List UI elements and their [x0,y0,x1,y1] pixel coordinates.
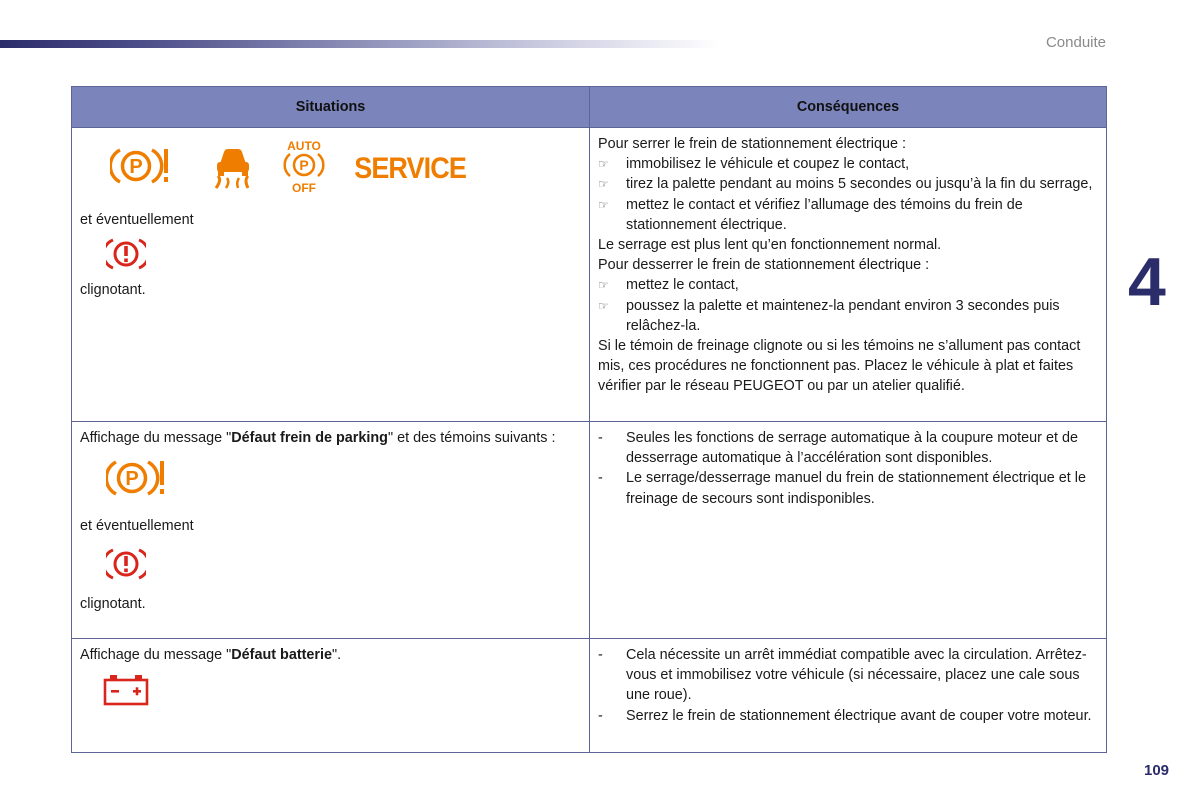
svg-text:P: P [125,468,139,491]
warning-icons-row [110,138,581,200]
pointing-hand-icon: ☞ [598,298,609,313]
release-intro: Pour desserrer le frein de stationnement électrique : [598,257,930,274]
auto-p-off-icon [282,138,326,200]
svg-text:OFF: OFF [292,180,316,194]
apply-steps-list [598,154,1098,235]
situations-table [71,86,1107,753]
message-line: Affichage du message "Défaut batterie". [80,647,342,663]
parking-brake-warning-icon [106,456,581,502]
table-row [72,128,1107,422]
pointing-hand-icon: ☞ [598,157,609,172]
header-consequences: Conséquences [590,87,1107,128]
parking-brake-warning-icon [110,144,172,194]
chapter-number: 4 [1128,244,1166,320]
release-steps-list [598,275,1098,336]
header-gradient-bar [0,40,720,48]
pointing-hand-icon: ☞ [598,197,609,212]
page-number: 109 [1144,762,1170,779]
consequences-cell [590,639,1107,753]
table-header-row [72,87,1107,128]
section-title: Conduite [1045,34,1106,51]
consequences-cell [590,422,1107,639]
pointing-hand-icon: ☞ [598,278,609,293]
service-indicator: SERVICE [354,151,466,185]
slower-note: Le serrage est plus lent qu’en fonctionnement normal. [598,237,942,254]
svg-text:AUTO: AUTO [287,138,321,153]
blinking-text: clignotant. [80,596,146,613]
situation-cell [72,128,590,422]
table-row [72,639,1107,753]
apply-intro: Pour serrer le frein de stationnement électrique : [598,136,906,152]
list-item: - Serrez le frein de stationnement électrique avant de couper votre moteur. [598,707,1092,724]
traction-control-skid-icon [210,142,254,196]
pointing-hand-icon: ☞ [598,177,609,192]
brake-alert-icon [106,546,581,584]
warning-note: Si le témoin de freinage clignote ou si les témoins ne s’allument pas contact mis, ces procédures ne fonctionnent pas. Placez le véhicule à plat et faites vérifier par le réseau PEUGEOT ou par un atelier qualifié. [598,338,1081,395]
list-item: - Seules les fonctions de serrage automatique à la coupure moteur et de desserrage automatique à l’accélération sont disponibles. [598,430,1078,467]
list-item: ☞ mettez le contact, [598,275,1098,295]
message-line: Affichage du message "Défaut frein de parking" et des témoins suivants : [80,430,556,446]
list-item: - Cela nécessite un arrêt immédiat compatible avec la circulation. Arrêtez-vous et immobilisez votre véhicule (si nécessaire, placez une cale sous une roue). [598,647,1087,704]
consequences-list [598,428,1098,509]
consequences-cell [590,128,1107,422]
table-row [72,422,1107,639]
situation-cell [72,639,590,753]
and-possibly-text: et éventuellement [80,518,194,535]
message-name: Défaut frein de parking [231,430,388,446]
list-item: ☞ tirez la palette pendant au moins 5 secondes ou jusqu’à la fin du serrage, [598,174,1098,194]
svg-text:P: P [299,156,309,173]
list-item: ☞ poussez la palette et maintenez-la pendant environ 3 secondes puis relâchez-la. [598,297,1060,334]
consequences-list [598,645,1098,726]
blinking-text: clignotant. [80,282,146,299]
list-item: ☞ mettez le contact et vérifiez l’allumage des témoins du frein de stationnement électrique. [598,196,1023,233]
brake-alert-icon [106,236,581,274]
situation-cell [72,422,590,639]
header-situations: Situations [72,87,590,128]
svg-text:P: P [129,155,143,178]
list-item: - Le serrage/desserrage manuel du frein de stationnement électrique et le freinage de secours sont indisponibles. [598,470,1086,507]
battery-icon [102,673,581,711]
list-item: ☞ immobilisez le véhicule et coupez le contact, [598,154,1098,174]
message-name: Défaut batterie [231,647,333,663]
and-possibly-text: et éventuellement [80,212,194,228]
